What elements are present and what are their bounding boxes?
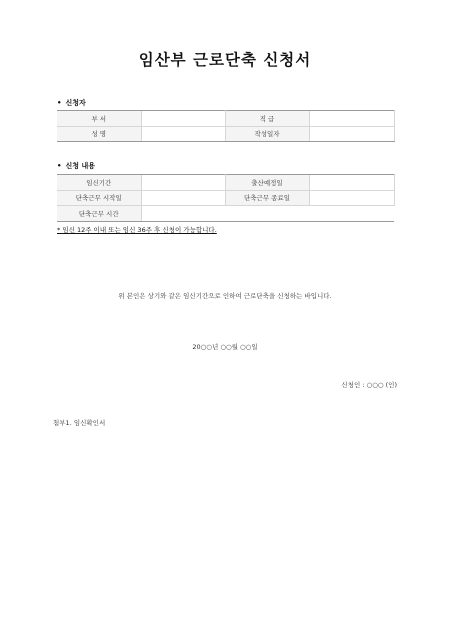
- bullet-icon: •: [57, 162, 62, 170]
- due-date-label: 출산예정일: [225, 175, 309, 191]
- date-line: 20○○년 ○○월 ○○일: [192, 343, 258, 351]
- pregnancy-period-label: 임신기간: [57, 175, 141, 191]
- name-field[interactable]: [141, 126, 225, 142]
- attachment-note: 첨부1. 임신확인서: [53, 419, 106, 427]
- applicant-section-title: 신청자: [65, 99, 86, 107]
- department-label: 부 서: [57, 111, 141, 127]
- request-section-title: 신청 내용: [65, 162, 95, 170]
- reduced-hours-field[interactable]: [141, 206, 394, 222]
- reduced-end-field[interactable]: [309, 190, 394, 206]
- declaration-statement: 위 본인은 상기와 같은 임신기간으로 인하여 근로단축을 신청하는 바입니다.: [118, 292, 332, 300]
- written-date-field[interactable]: [309, 126, 394, 142]
- reduced-end-label: 단축근무 종료일: [225, 190, 309, 206]
- reduced-start-field[interactable]: [141, 190, 225, 206]
- table-row: [57, 111, 394, 127]
- bullet-icon: •: [57, 99, 62, 107]
- reduced-hours-label: 단축근무 시간: [57, 206, 141, 222]
- table-row: [57, 190, 394, 206]
- position-label: 직 급: [225, 111, 309, 127]
- written-date-label: 작성일자: [225, 126, 309, 142]
- request-table: [57, 174, 395, 222]
- department-field[interactable]: [141, 111, 225, 127]
- reduced-start-label: 단축근무 시작일: [57, 190, 141, 206]
- due-date-field[interactable]: [309, 175, 394, 191]
- table-row: [57, 175, 394, 191]
- position-field[interactable]: [309, 111, 394, 127]
- page-title: 임산부 근로단축 신청서: [138, 51, 312, 69]
- applicant-table: [57, 110, 395, 142]
- applicant-signature-line: 신청인 : ○○○ (인): [341, 381, 397, 389]
- table-row: [57, 126, 394, 142]
- applicant-section-label: [57, 98, 86, 108]
- name-label: 성 명: [57, 126, 141, 142]
- pregnancy-period-field[interactable]: [141, 175, 225, 191]
- table-row: [57, 206, 394, 222]
- eligibility-note: * 임신 12주 이내 또는 임신 36주 후 신청이 가능합니다.: [57, 226, 217, 234]
- request-section-label: [57, 161, 95, 171]
